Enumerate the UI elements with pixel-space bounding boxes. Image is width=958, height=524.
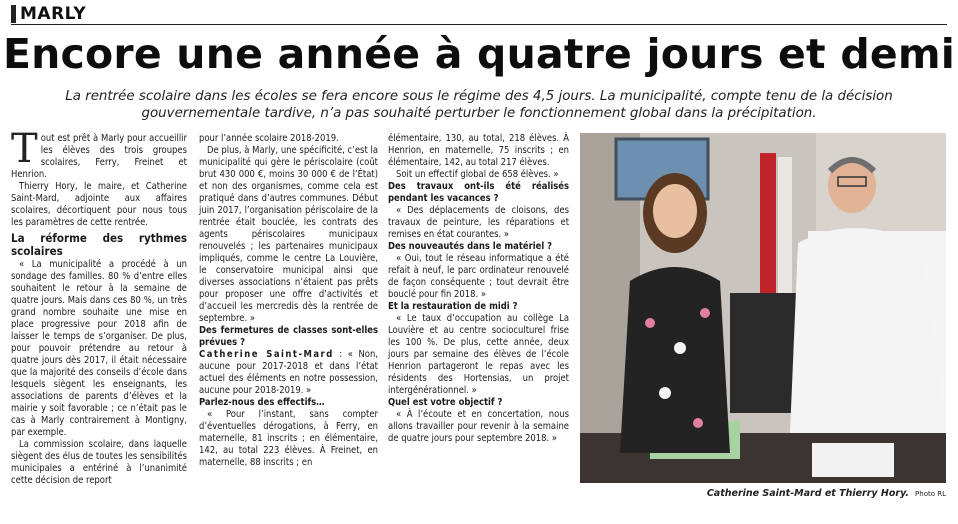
question: Et la restauration de midi ?: [388, 301, 518, 312]
answer: : « Non, aucune pour 2017-2018 et dans l’état actuel des éléments en notre possession, aucune pour 2018-2019. »: [199, 349, 378, 396]
answer: « Le taux d’occupation au collège La Louvière et au centre socioculturel frise les 100 %. De plus, cette année, deux jours par semaine des élèves de l’école Henrion partageront le repas avec les résidents des Hortensias, un projet intergénérationnel. »: [388, 313, 569, 396]
subheading: La réforme des rythmes scolaires: [11, 231, 187, 258]
photo-credit: Photo RL: [915, 490, 946, 498]
article-photo: [580, 133, 946, 483]
question: Quel est votre objectif ?: [388, 397, 503, 408]
speaker-name: Catherine Saint-Mard: [199, 349, 334, 360]
drop-cap: T: [11, 126, 38, 172]
question: Des fermetures de classes sont-elles prévues ?: [199, 325, 378, 348]
section-header: [11, 5, 86, 23]
paragraph: pour l’année scolaire 2018-2019.: [199, 133, 339, 144]
paragraph: Thierry Hory, le maire, et Catherine Saint-Mard, adjointe aux affaires scolaires, décortiquent pour nous tous les paramètres de cette rentrée.: [11, 181, 187, 228]
standfirst: La rentrée scolaire dans les écoles se fera encore sous le régime des 4,5 jours. La municipalité, compte tenu de la décision gouvernementale tardive, n’a pas souhaité perturber le fonctionnement global dans la précipitation.: [65, 89, 893, 121]
answer: Soit un effectif global de 658 élèves. »: [396, 169, 559, 180]
article-column-3: [388, 133, 569, 445]
article-column-2: [199, 133, 378, 469]
photo-caption: [580, 488, 946, 499]
header-rule: [11, 24, 947, 25]
answer: « À l’écoute et en concertation, nous allons travailler pour revenir à la semaine de quatre jours pour septembre 2018. »: [388, 409, 569, 444]
paragraph: out est prêt à Marly pour accueillir les élèves des trois groupes scolaires, Ferry, Freinet et Henrion.: [11, 133, 187, 180]
paragraph: « La municipalité a procédé à un sondage des familles. 80 % d’entre elles souhaitent le retour à la semaine de quatre jours. Mais dans ces 80 %, un très grand nombre souhaite une mise en place progressive pour 2018 afin de laisser le temps de s’organiser. De plus, pour pouvoir prétendre au retour à quatre jours dès 2017, il était nécessaire que la majorité des conseils d’école dans lesquels siègent les enseignants, les associations de parents d’élèves et la mairie y soit favorable ; ce n’était pas le cas à Marly contrairement à Montigny, par exemple.: [11, 259, 187, 438]
paragraph: De plus, à Marly, une spécificité, c’est la municipalité qui gère le périscolaire (coût brut 430 000 €, moins 30 000 € de l’État) et non des organismes, comme cela est pratiqué dans d’autres communes. Début juin 2017, l’organisation périscolaire de la rentrée était bouclée, les contrats des agents périscolaires municipaux renouvelés ; les partenaires municipaux impliqués, comme le centre La Louvière, le conservatoire municipal ainsi que diverses associations n’étaient pas prêts pour proposer une offre d’activités et d’accueil les mercredis dès la rentrée de septembre. »: [199, 145, 378, 324]
paragraph: La commission scolaire, dans laquelle siègent des élus de toutes les sensibilités municipales a entériné à l’unanimité cette décision de report: [11, 439, 187, 486]
question: Des travaux ont-ils été réalisés pendant les vacances ?: [388, 181, 569, 204]
answer: « Des déplacements de cloisons, des travaux de peinture, les réparations et remises en état courantes. »: [388, 205, 569, 240]
headline: Encore une année à quatre jours et demi: [2, 30, 956, 78]
question: Des nouveautés dans le matériel ?: [388, 241, 553, 252]
photo-illustration: [580, 133, 946, 483]
article-column-1: [11, 126, 187, 487]
section-marker: [11, 5, 16, 23]
section-title: MARLY: [20, 4, 87, 24]
answer: élémentaire, 130, au total, 218 élèves. À Henrion, en maternelle, 75 inscrits ; en élémentaire, 142, au total 217 élèves.: [388, 133, 569, 168]
question: Parlez-nous des effectifs…: [199, 397, 325, 408]
answer: « Pour l’instant, sans compter d’éventuelles dérogations, à Ferry, en maternelle, 81 inscrits ; en élémentaire, 142, au total 223 élèves. À Freinet, en maternelle, 88 inscrits ; en: [199, 409, 378, 468]
answer: « Oui, tout le réseau informatique a été refait à neuf, le parc ordinateur renouvelé de façon conséquente ; tout devrait être bouclé pour fin 2018. »: [388, 253, 569, 300]
caption-text: Catherine Saint-Mard et Thierry Hory.: [706, 488, 910, 499]
